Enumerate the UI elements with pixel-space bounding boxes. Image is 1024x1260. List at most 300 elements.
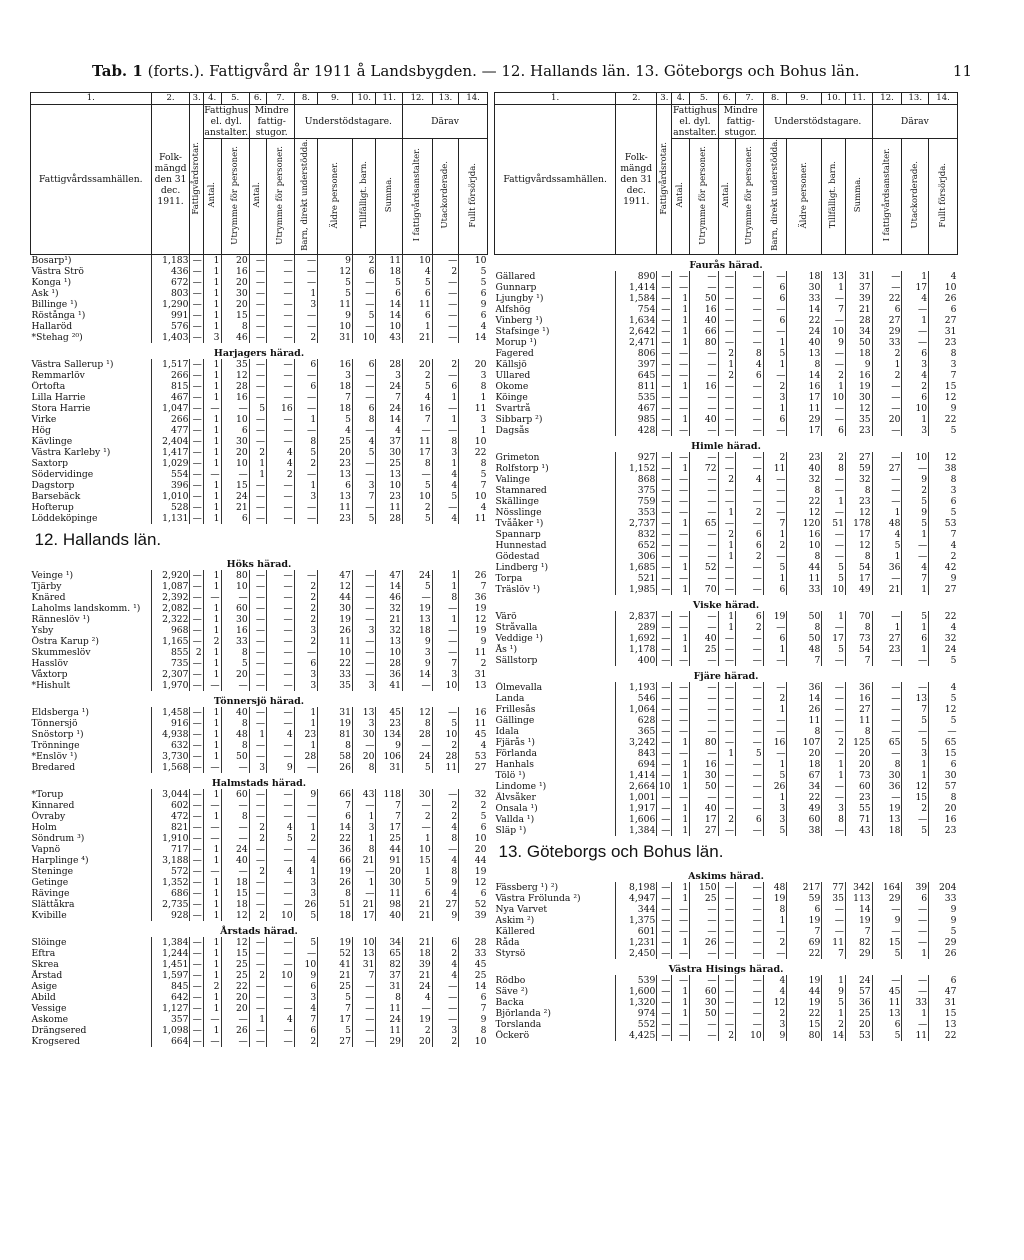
cell-col-6: — bbox=[718, 792, 735, 803]
cell-col-6: — bbox=[249, 751, 266, 762]
table-number: Tab. 1 bbox=[92, 62, 143, 80]
cell-col-4: 1 bbox=[203, 359, 221, 370]
cell-col-4: 1 bbox=[672, 770, 690, 781]
cell-col-14: 52 bbox=[459, 899, 488, 910]
cell-col-8: 19 bbox=[763, 611, 787, 622]
cell-col-7: — bbox=[736, 392, 764, 403]
cell-col-2: 694 bbox=[616, 759, 657, 770]
cell-col-10: — bbox=[822, 485, 846, 496]
cell-col-4: 1 bbox=[672, 997, 690, 1008]
cell-col-2: 845 bbox=[151, 981, 190, 992]
cell-col-5: — bbox=[690, 271, 718, 282]
cell-col-9: 7 bbox=[318, 392, 353, 403]
cell-col-9: 69 bbox=[787, 937, 822, 948]
cell-col-4: 1 bbox=[672, 414, 690, 425]
cell-col-5: — bbox=[690, 392, 718, 403]
cell-col-7: 2 bbox=[736, 551, 764, 562]
cell-col-12: 3 bbox=[403, 647, 433, 658]
cell-col-12: — bbox=[403, 680, 433, 691]
cell-col-8: — bbox=[763, 726, 787, 737]
district-heading-row bbox=[495, 254, 958, 271]
cell-col-13: 1 bbox=[902, 948, 929, 959]
cell-col-11: 10 bbox=[376, 647, 403, 658]
cell-col-5: 28 bbox=[221, 381, 249, 392]
cell-col-11: 43 bbox=[376, 332, 403, 343]
row-name: Säve ²) bbox=[495, 985, 529, 997]
cell-col-11: 24 bbox=[376, 1014, 403, 1025]
cell-col-4: 1 bbox=[672, 882, 690, 893]
cell-col-2: 1,010 bbox=[151, 491, 190, 502]
cell-col-14: 8 bbox=[459, 381, 488, 392]
cell-col-8: 1 bbox=[294, 480, 318, 491]
cell-col-8: 9 bbox=[294, 970, 318, 981]
cell-col-4: — bbox=[203, 1036, 221, 1047]
cell-col-2: 4,947 bbox=[616, 893, 657, 904]
cell-col-14: 5 bbox=[929, 926, 958, 937]
cell-col-3: — bbox=[190, 877, 203, 888]
row-name: Knäred bbox=[31, 591, 66, 603]
cell-col-13: 6 bbox=[902, 348, 929, 359]
cell-col-12: 5 bbox=[403, 480, 433, 491]
cell-col-8: 6 bbox=[763, 282, 787, 293]
table-row bbox=[31, 1014, 488, 1025]
cell-col-11: 30 bbox=[845, 392, 872, 403]
cell-col-10: 5 bbox=[822, 997, 846, 1008]
cell-col-2: 1,047 bbox=[151, 403, 190, 414]
cell-col-10: — bbox=[822, 359, 846, 370]
cell-col-8: 1 bbox=[763, 792, 787, 803]
cell-col-3: — bbox=[190, 970, 203, 981]
cell-col-10: — bbox=[822, 915, 846, 926]
cell-col-10: 10 bbox=[352, 332, 376, 343]
row-name: Slöinge bbox=[31, 936, 67, 948]
cell-col-14: 14 bbox=[459, 332, 488, 343]
cell-col-5: 15 bbox=[221, 480, 249, 491]
table-row bbox=[31, 513, 488, 524]
cell-col-9: 19 bbox=[318, 718, 353, 729]
cell-col-7: 9 bbox=[267, 762, 295, 773]
cell-col-14: 13 bbox=[459, 680, 488, 691]
cell-col-2: 1,029 bbox=[151, 458, 190, 469]
cell-col-5: 25 bbox=[690, 644, 718, 655]
cell-col-5: — bbox=[221, 469, 249, 480]
cell-col-13: 9 bbox=[902, 474, 929, 485]
cell-col-3: — bbox=[657, 726, 672, 737]
cell-col-11: 40 bbox=[376, 910, 403, 921]
cell-col-3: — bbox=[190, 789, 203, 800]
table-row bbox=[495, 348, 958, 359]
cell-col-9: 10 bbox=[318, 647, 353, 658]
cell-col-4: — bbox=[203, 762, 221, 773]
cell-col-6: — bbox=[249, 254, 266, 266]
cell-col-13: — bbox=[902, 975, 929, 986]
cell-col-14: 8 bbox=[459, 458, 488, 469]
row-name: *Stehag ²⁰) bbox=[31, 331, 83, 343]
cell-col-8: 3 bbox=[294, 491, 318, 502]
cell-col-10: — bbox=[352, 458, 376, 469]
cell-col-4: 1 bbox=[672, 326, 690, 337]
cell-col-10: — bbox=[352, 740, 376, 751]
cell-col-13: 2 bbox=[432, 800, 459, 811]
table-row bbox=[495, 573, 958, 584]
cell-col-4: 1 bbox=[203, 392, 221, 403]
cell-col-11: 13 bbox=[376, 469, 403, 480]
cell-col-6: — bbox=[249, 811, 266, 822]
cell-col-13: 1 bbox=[902, 529, 929, 540]
cell-col-2: 1,910 bbox=[151, 833, 190, 844]
cell-col-3: — bbox=[657, 893, 672, 904]
table-row bbox=[31, 992, 488, 1003]
cell-col-9: 44 bbox=[787, 562, 822, 573]
col-folkmangd-header: Folk-mängd den 31 dec. 1911. bbox=[151, 105, 190, 255]
cell-col-13: 1 bbox=[432, 581, 459, 592]
cell-col-13: 10 bbox=[902, 452, 929, 463]
table-row bbox=[495, 381, 958, 392]
cell-col-12: 22 bbox=[872, 293, 902, 304]
cell-col-6: — bbox=[718, 644, 735, 655]
cell-col-12: 20 bbox=[403, 359, 433, 370]
cell-col-7: — bbox=[267, 425, 295, 436]
cell-col-6: — bbox=[718, 781, 735, 792]
cell-col-5: 20 bbox=[221, 1003, 249, 1014]
cell-col-14: 5 bbox=[459, 811, 488, 822]
district-heading-row bbox=[495, 866, 958, 882]
cell-col-5: — bbox=[690, 348, 718, 359]
cell-col-12: 65 bbox=[872, 737, 902, 748]
table-row bbox=[31, 480, 488, 491]
cell-col-10: 3 bbox=[352, 822, 376, 833]
cell-col-13: — bbox=[902, 904, 929, 915]
cell-col-9: 41 bbox=[318, 959, 353, 970]
table-row bbox=[495, 644, 958, 655]
cell-col-14: 45 bbox=[459, 729, 488, 740]
cell-col-14: 53 bbox=[459, 751, 488, 762]
row-name: Backa bbox=[495, 996, 524, 1008]
cell-col-8: — bbox=[763, 474, 787, 485]
cell-col-6: — bbox=[249, 1036, 266, 1047]
cell-col-2: 2,307 bbox=[151, 669, 190, 680]
cell-col-13: — bbox=[432, 299, 459, 310]
table-row bbox=[31, 844, 488, 855]
cell-col-13: — bbox=[432, 502, 459, 513]
cell-col-2: 1,584 bbox=[616, 293, 657, 304]
cell-col-8: 4 bbox=[294, 855, 318, 866]
cell-col-8: 2 bbox=[294, 603, 318, 614]
cell-col-14: 9 bbox=[929, 904, 958, 915]
cell-col-3: — bbox=[657, 293, 672, 304]
cell-col-7: — bbox=[736, 403, 764, 414]
cell-col-10: 20 bbox=[352, 751, 376, 762]
table-row bbox=[495, 304, 958, 315]
cell-col-5: — bbox=[690, 682, 718, 693]
cell-col-11: 54 bbox=[845, 644, 872, 655]
cell-col-13: 2 bbox=[432, 359, 459, 370]
cell-col-4: — bbox=[672, 975, 690, 986]
row-name: Valinge bbox=[495, 473, 530, 485]
cell-col-6: 1 bbox=[718, 359, 735, 370]
cell-col-4: 1 bbox=[672, 644, 690, 655]
cell-col-11: 28 bbox=[376, 513, 403, 524]
cell-col-5: 66 bbox=[690, 326, 718, 337]
cell-col-10: 1 bbox=[822, 381, 846, 392]
cell-col-6: — bbox=[249, 948, 266, 959]
cell-col-14: 19 bbox=[459, 625, 488, 636]
cell-col-13: 4 bbox=[902, 370, 929, 381]
cell-col-9: 19 bbox=[318, 614, 353, 625]
cell-col-14: 7 bbox=[459, 480, 488, 491]
row-name: Bredared bbox=[31, 761, 76, 773]
cell-col-2: 803 bbox=[151, 288, 190, 299]
row-name: Getinge bbox=[31, 876, 69, 888]
cell-col-5: 20 bbox=[221, 447, 249, 458]
cell-col-14: 6 bbox=[459, 888, 488, 899]
cell-col-5: 50 bbox=[690, 781, 718, 792]
cell-col-5: — bbox=[690, 452, 718, 463]
table-row bbox=[31, 603, 488, 614]
cell-col-4: 1 bbox=[203, 937, 221, 948]
cell-col-5: 12 bbox=[221, 370, 249, 381]
cell-col-3: — bbox=[657, 370, 672, 381]
cell-col-5: 16 bbox=[690, 304, 718, 315]
cell-col-11: 47 bbox=[376, 570, 403, 581]
row-name: Rödbo bbox=[495, 974, 526, 986]
cell-col-12: — bbox=[872, 425, 902, 436]
cell-col-11: 34 bbox=[845, 326, 872, 337]
row-name: Sällstorp bbox=[495, 654, 538, 666]
cell-col-8: 16 bbox=[763, 737, 787, 748]
cell-col-12: 9 bbox=[403, 658, 433, 669]
cell-col-8: — bbox=[294, 277, 318, 288]
cell-col-7: — bbox=[267, 277, 295, 288]
cell-col-14: 4 bbox=[459, 502, 488, 513]
table-row bbox=[495, 414, 958, 425]
cell-col-12: — bbox=[872, 474, 902, 485]
col-darav-header: Därav bbox=[403, 105, 488, 139]
cell-col-8: — bbox=[294, 502, 318, 513]
row-name: Styrsö bbox=[495, 947, 526, 959]
cell-col-9: 19 bbox=[318, 866, 353, 877]
cell-col-10: — bbox=[822, 474, 846, 485]
row-name: Källered bbox=[495, 925, 535, 937]
cell-col-9: 50 bbox=[787, 633, 822, 644]
cell-col-10: 5 bbox=[352, 310, 376, 321]
cell-col-2: 2,392 bbox=[151, 592, 190, 603]
cell-col-4: 1 bbox=[672, 584, 690, 595]
cell-col-4: 1 bbox=[203, 299, 221, 310]
cell-col-14: 24 bbox=[929, 644, 958, 655]
cell-col-2: 1,183 bbox=[151, 254, 190, 266]
cell-col-12: 18 bbox=[403, 625, 433, 636]
cell-col-6: 1 bbox=[718, 748, 735, 759]
cell-col-12: — bbox=[403, 469, 433, 480]
row-name: Drängsered bbox=[31, 1024, 87, 1036]
cell-col-5: — bbox=[690, 529, 718, 540]
cell-col-12: — bbox=[872, 693, 902, 704]
cell-col-2: 2,082 bbox=[151, 603, 190, 614]
cell-col-5: 20 bbox=[221, 254, 249, 266]
cell-col-10: 13 bbox=[352, 707, 376, 718]
cell-col-9: 26 bbox=[787, 704, 822, 715]
cell-col-10: — bbox=[352, 381, 376, 392]
cell-col-9: 11 bbox=[787, 573, 822, 584]
cell-col-11: 39 bbox=[845, 293, 872, 304]
cell-col-8: 5 bbox=[763, 562, 787, 573]
cell-col-11: 65 bbox=[376, 948, 403, 959]
cell-col-3: — bbox=[657, 337, 672, 348]
table-row bbox=[31, 469, 488, 480]
cell-col-10: — bbox=[352, 1014, 376, 1025]
cell-col-3: — bbox=[190, 458, 203, 469]
cell-col-7: — bbox=[267, 959, 295, 970]
table-row bbox=[495, 726, 958, 737]
cell-col-5: 10 bbox=[221, 581, 249, 592]
cell-col-7: — bbox=[267, 480, 295, 491]
cell-col-5: 6 bbox=[221, 513, 249, 524]
cell-col-13: 1 bbox=[432, 458, 459, 469]
cell-col-13: — bbox=[432, 277, 459, 288]
cell-col-11: 21 bbox=[845, 304, 872, 315]
cell-col-13: 39 bbox=[902, 882, 929, 893]
cell-col-13: — bbox=[432, 789, 459, 800]
cell-col-6: — bbox=[718, 293, 735, 304]
cell-col-13: 15 bbox=[902, 792, 929, 803]
cell-col-2: 353 bbox=[616, 507, 657, 518]
cell-col-10: — bbox=[352, 370, 376, 381]
cell-col-13: 3 bbox=[902, 359, 929, 370]
row-name: Okome bbox=[495, 380, 529, 392]
cell-col-9: 22 bbox=[787, 315, 822, 326]
district-heading: Himle härad. bbox=[691, 440, 761, 452]
cell-col-12: — bbox=[872, 704, 902, 715]
row-name: Lindberg ¹) bbox=[495, 561, 549, 573]
cell-col-9: 14 bbox=[787, 693, 822, 704]
cell-col-11: 16 bbox=[845, 370, 872, 381]
cell-col-3: — bbox=[657, 948, 672, 959]
table-row bbox=[31, 647, 488, 658]
row-name: Kinnared bbox=[31, 799, 75, 811]
cell-col-8: — bbox=[763, 370, 787, 381]
table-row bbox=[495, 425, 958, 436]
col-name-header: Fattigvårdssamhällen. bbox=[495, 105, 616, 255]
cell-col-7: — bbox=[267, 513, 295, 524]
cell-col-2: 632 bbox=[151, 740, 190, 751]
row-name: Askim ²) bbox=[495, 914, 535, 926]
cell-col-12: 6 bbox=[403, 310, 433, 321]
cell-col-3: — bbox=[190, 288, 203, 299]
cell-col-2: 8,198 bbox=[616, 882, 657, 893]
cell-col-7: — bbox=[736, 986, 764, 997]
cell-col-5: — bbox=[221, 592, 249, 603]
cell-col-12: 19 bbox=[403, 1014, 433, 1025]
cell-col-2: 602 bbox=[151, 800, 190, 811]
row-name: Södervidinge bbox=[31, 468, 94, 480]
table-row bbox=[495, 496, 958, 507]
cell-col-3: — bbox=[657, 392, 672, 403]
cell-col-9: 8 bbox=[787, 551, 822, 562]
cell-col-2: 1,517 bbox=[151, 359, 190, 370]
table-row bbox=[31, 277, 488, 288]
cell-col-7: — bbox=[736, 792, 764, 803]
cell-col-9: 33 bbox=[787, 584, 822, 595]
cell-col-10: — bbox=[352, 866, 376, 877]
cell-col-6: — bbox=[249, 603, 266, 614]
cell-col-14: 12 bbox=[929, 452, 958, 463]
cell-col-6: — bbox=[718, 392, 735, 403]
cell-col-3: — bbox=[657, 573, 672, 584]
row-name: Billinge ¹) bbox=[31, 298, 78, 310]
cell-col-14: 11 bbox=[459, 403, 488, 414]
row-name: Idala bbox=[495, 725, 519, 737]
cell-col-10: 30 bbox=[352, 729, 376, 740]
cell-col-13: 2 bbox=[432, 811, 459, 822]
cell-col-2: 1,568 bbox=[151, 762, 190, 773]
right-table-panel bbox=[494, 92, 958, 1041]
cell-col-6: — bbox=[249, 480, 266, 491]
cell-col-4: — bbox=[672, 748, 690, 759]
table-row bbox=[31, 254, 488, 266]
cell-col-3: — bbox=[657, 348, 672, 359]
cell-col-3: — bbox=[190, 310, 203, 321]
cell-col-4: — bbox=[203, 680, 221, 691]
cell-col-6: — bbox=[718, 584, 735, 595]
cell-col-11: 17 bbox=[845, 529, 872, 540]
cell-col-13: 5 bbox=[902, 518, 929, 529]
cell-col-6: — bbox=[249, 581, 266, 592]
table-row bbox=[31, 1025, 488, 1036]
cell-col-6: — bbox=[718, 518, 735, 529]
cell-col-10: 10 bbox=[822, 326, 846, 337]
row-name: Stora Harrie bbox=[31, 402, 91, 414]
cell-col-5: — bbox=[690, 282, 718, 293]
cell-col-13: 1 bbox=[432, 614, 459, 625]
cell-col-8: 2 bbox=[294, 614, 318, 625]
district-heading: Faurås härad. bbox=[689, 259, 763, 271]
cell-col-6: — bbox=[249, 899, 266, 910]
table-row bbox=[495, 562, 958, 573]
cell-col-4: — bbox=[203, 1014, 221, 1025]
cell-col-10: — bbox=[822, 904, 846, 915]
cell-col-8: 19 bbox=[763, 893, 787, 904]
row-name: Bosarp¹) bbox=[31, 254, 72, 266]
cell-col-14: 12 bbox=[459, 614, 488, 625]
cell-col-14: 26 bbox=[929, 293, 958, 304]
cell-col-11: 45 bbox=[376, 707, 403, 718]
cell-col-4: 1 bbox=[672, 381, 690, 392]
cell-col-7: — bbox=[736, 584, 764, 595]
cell-col-5: — bbox=[690, 425, 718, 436]
cell-col-13: — bbox=[902, 304, 929, 315]
cell-col-13: 1 bbox=[902, 315, 929, 326]
cell-col-13: 5 bbox=[902, 825, 929, 836]
cell-col-3: — bbox=[190, 614, 203, 625]
cell-col-5: — bbox=[690, 551, 718, 562]
cell-col-11: 178 bbox=[845, 518, 872, 529]
cell-col-5: — bbox=[690, 904, 718, 915]
cell-col-8: 6 bbox=[294, 1025, 318, 1036]
cell-col-3: — bbox=[190, 266, 203, 277]
cell-col-2: 821 bbox=[151, 822, 190, 833]
cell-col-2: 928 bbox=[151, 910, 190, 921]
cell-col-9: 5 bbox=[318, 277, 353, 288]
cell-col-4: 1 bbox=[203, 614, 221, 625]
cell-col-13: 4 bbox=[432, 855, 459, 866]
cell-col-3: — bbox=[657, 518, 672, 529]
cell-col-14: 25 bbox=[459, 970, 488, 981]
cell-col-2: 2,642 bbox=[616, 326, 657, 337]
cell-col-13: 1 bbox=[902, 584, 929, 595]
cell-col-10: 17 bbox=[822, 633, 846, 644]
cell-col-14: 15 bbox=[929, 748, 958, 759]
